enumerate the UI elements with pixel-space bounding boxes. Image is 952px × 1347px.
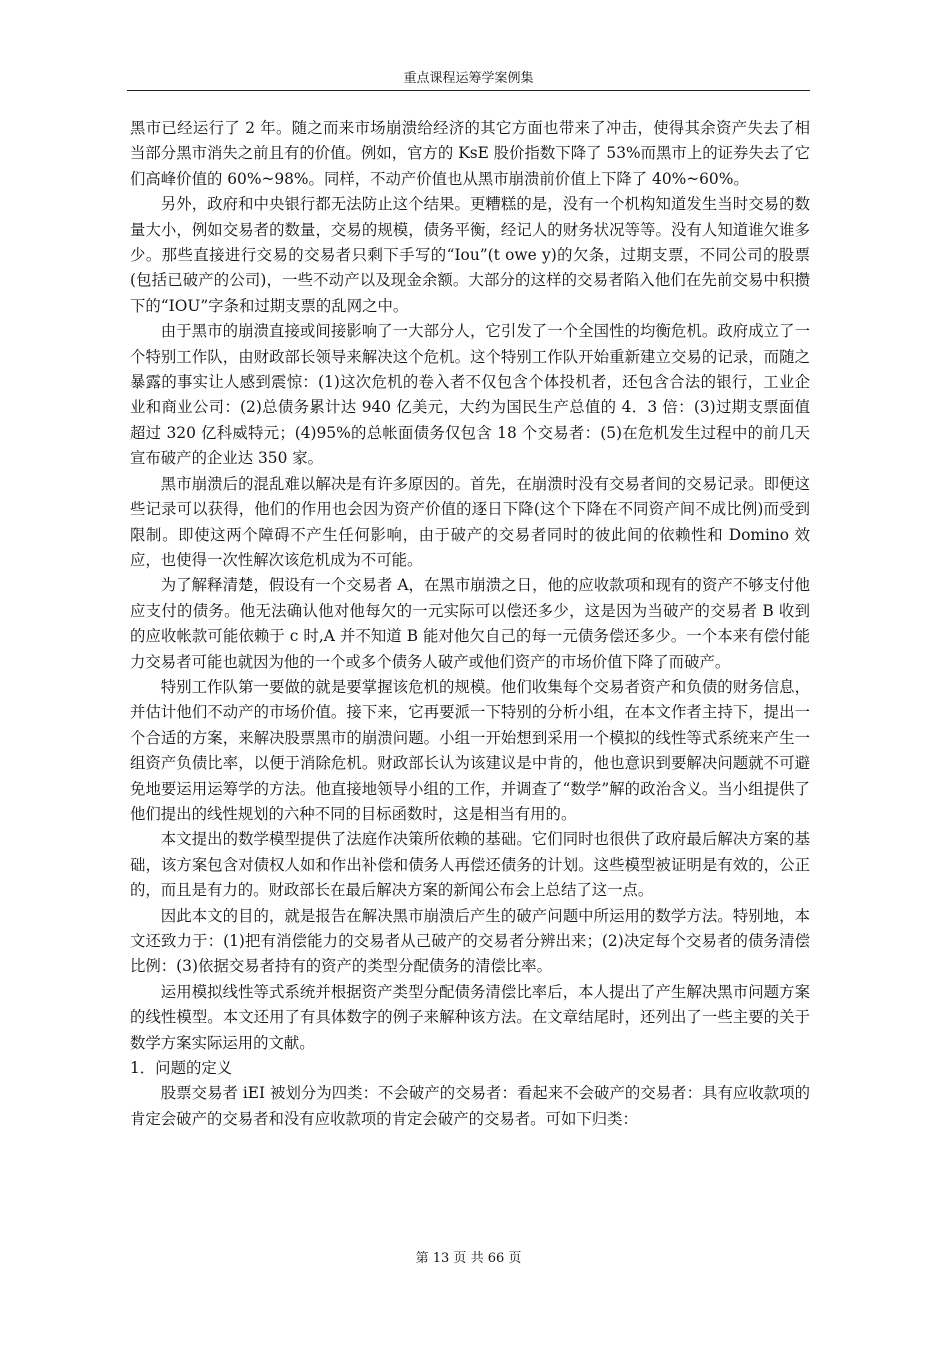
document-body	[130, 116, 810, 1132]
header-divider	[127, 90, 810, 91]
section-heading: 1．问题的定义	[130, 1059, 233, 1078]
running-header: 重点课程运筹学案例集	[403, 71, 534, 86]
paragraph-blackmarket-value-loss: 黑市已经运行了 2 年。随之而来市场崩溃给经济的其它方面也带来了冲击，使得其余资产失去了相当部分黑市消失之前且有的价值。例如，官方的 KsE 股价指数下降了 53%而黑市上的证券失去了它们高峰价值的 60%~98%。同样，不动产价值也从黑市崩溃前价值上下降了 40%~60%。	[130, 119, 810, 188]
page-number: 第 13 页 共 66 页	[415, 1251, 522, 1266]
paragraph-no-records: 另外，政府和中央银行都无法防止这个结果。更糟糕的是，没有一个机构知道发生当时交易的数量大小，例如交易者的数量，交易的规模，债务平衡，经记人的财务状况等等。没有人知道谁欠谁多少。那些直接进行交易的交易者只剩下手写的“Iou”(t owe y)的欠条，过期支票，不同公司的股票(包括已破产的公司)，一些不动产以及现金余额。大部分的这样的交易者陷入他们在先前交易中积攒下的“IOU”字条和过期支票的乱网之中。	[130, 195, 810, 315]
paragraph-linear-model: 运用模拟线性等式系统并根据资产类型分配债务清偿比率后，本人提出了产生解决黑市问题方案的线性模型。本文还用了有具体数字的例子来解种该方法。在文章结尾时，还列出了一些主要的关于数学方案实际运用的文献。	[130, 982, 810, 1052]
paragraph-analysis-team: 特别工作队第一要做的就是要掌握该危机的规模。他们收集每个交易者资产和负债的财务信息，并估计他们不动产的市场价值。接下来，它再要派一下特别的分析小组，在本文作者主持下，提出一个合适的方案，来解决股票黑市的崩溃问题。小组一开始想到采用一个模拟的线性等式系统来产生一组资产负债比率，以便于消除危机。财政部长认为该建议是中肯的，他也意识到要解决问题就不可避免地要运用运筹学的方法。他直接地领导小组的工作，并调查了“数学”解的政治含义。当小组提供了他们提出的线性规划的六种不同的目标函数时，这是相当有用的。	[130, 677, 810, 823]
paragraph-difficulties: 黑市崩溃后的混乱难以解决是有许多原因的。首先，在崩溃时没有交易者间的交易记录。即便这些记录可以获得，他们的作用也会因为资产价值的逐日下降(这个下降在不同资产间不成比例)而受到限制。即使这两个障碍不产生任何影响，由于破产的交易者同时的彼此间的依赖性和 Domino 效应，也使得一次性解次该危机成为不可能。	[130, 474, 810, 569]
paragraph-paper-purpose: 因此本文的目的，就是报告在解决黑市崩溃后产生的破产问题中所运用的数学方法。特别地，本文还致力于：(1)把有消偿能力的交易者从己破产的交易者分辨出来；(2)决定每个交易者的债务清偿比例：(3)依据交易者持有的资产的类型分配债务的清偿比率。	[130, 906, 810, 976]
paragraph-trader-example: 为了解释清楚，假设有一个交易者 A，在黑市崩溃之日，他的应收款项和现有的资产不够支付他应支付的债务。他无法确认他对他每欠的一元实际可以偿还多少，这是因为当破产的交易者 B 收到的应收帐款可能依赖于 c 时,A 并不知道 B 能对他欠自己的每一元债务偿还多少。一个本来有偿付能力交易者可能也就因为他的一个或多个债务人破产或他们资产的市场价值下降了而破产。	[130, 576, 810, 671]
paragraph-model-basis: 本文提出的数学模型提供了法庭作决策所依赖的基础。它们同时也很供了政府最后解决方案的基础，该方案包含对债权人如和作出补偿和债务人再偿还债务的计划。这些模型被证明是有效的，公正的，而且是有力的。财政部长在最后解决方案的新闻公布会上总结了这一点。	[130, 830, 810, 900]
paragraph-trader-categories: 股票交易者 iEI 被划分为四类：不会破产的交易者：看起来不会破产的交易者：具有应收款项的肯定会破产的交易者和没有应收款项的肯定会破产的交易者。可如下归类：	[130, 1084, 810, 1128]
paragraph-task-force: 由于黑市的崩溃直接或间接影响了一大部分人，它引发了一个全国性的均衡危机。政府成立了一个特别工作队，由财政部长领导来解决这个危机。这个特别工作队开始重新建立交易的记录，而随之暴露的事实让人感到震惊：(1)这次危机的卷入者不仅包含个体投机者，还包含合法的银行，工业企业和商业公司：(2)总债务累计达 940 亿美元，大约为国民生产总值的 4．3 倍：(3)过期支票面值超过 320 亿科威特元；(4)95%的总帐面债务仅包含 18 个交易者：(5)在危机发生过程中的前几天宣布破产的企业达 350 家。	[130, 322, 810, 468]
